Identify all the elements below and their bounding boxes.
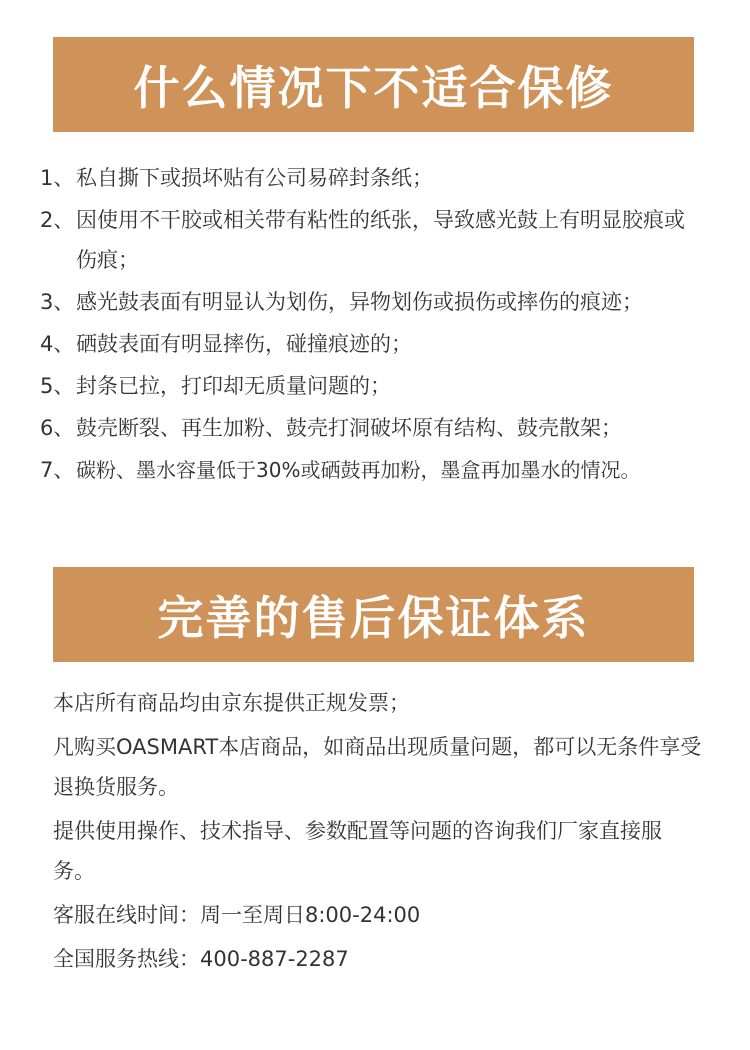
list-item	[40, 408, 740, 448]
list-item	[40, 324, 740, 364]
list-item-number: 2、	[40, 208, 75, 232]
list-item-number: 3、	[40, 290, 75, 314]
list-item	[40, 366, 740, 406]
list-item-number: 1、	[40, 166, 75, 190]
list-item-number: 6、	[40, 416, 75, 440]
list-item-text: 因使用不干胶或相关带有粘性的纸张，导致感光鼓上有明显胶痕或伤痕；	[76, 208, 685, 272]
list-item-number: 4、	[40, 332, 75, 356]
service-hours: 客服在线时间：周一至周日8:00-24:00	[53, 903, 421, 927]
list-item	[40, 282, 740, 322]
list-item-text: 鼓壳断裂、再生加粉、鼓壳打洞破坏原有结构、鼓壳散架；	[76, 416, 622, 440]
list-item	[40, 158, 740, 198]
after-sales-details	[53, 683, 703, 983]
service-paragraph: 本店所有商品均由京东提供正规发票；	[53, 691, 410, 715]
list-item-text: 碳粉、墨水容量低于30%或硒鼓再加粉，墨盒再加墨水的情况。	[76, 458, 641, 482]
section-title: 完善的售后保证体系	[157, 590, 590, 645]
list-item-text: 硒鼓表面有明显摔伤，碰撞痕迹的；	[76, 332, 412, 356]
list-item	[40, 450, 740, 490]
warranty-exclusion-list	[40, 158, 740, 492]
service-hotline: 全国服务热线：400-887-2287	[53, 947, 349, 971]
service-paragraph: 凡购买OASMART本店商品，如商品出现质量问题，都可以无条件享受退换货服务。	[53, 735, 702, 799]
list-item-text: 封条已拉，打印却无质量问题的；	[76, 374, 391, 398]
list-item-number: 7、	[40, 458, 75, 482]
list-item-text: 私自撕下或损坏贴有公司易碎封条纸；	[76, 166, 433, 190]
section-banner-warranty-exclusions	[53, 37, 694, 132]
list-item	[40, 200, 740, 280]
service-paragraph: 提供使用操作、技术指导、参数配置等问题的咨询我们厂家直接服务。	[53, 819, 662, 883]
section-banner-after-sales	[53, 567, 694, 662]
list-item-number: 5、	[40, 374, 75, 398]
list-item-text: 感光鼓表面有明显认为划伤，异物划伤或损伤或摔伤的痕迹；	[76, 290, 643, 314]
section-title: 什么情况下不适合保修	[133, 60, 614, 115]
